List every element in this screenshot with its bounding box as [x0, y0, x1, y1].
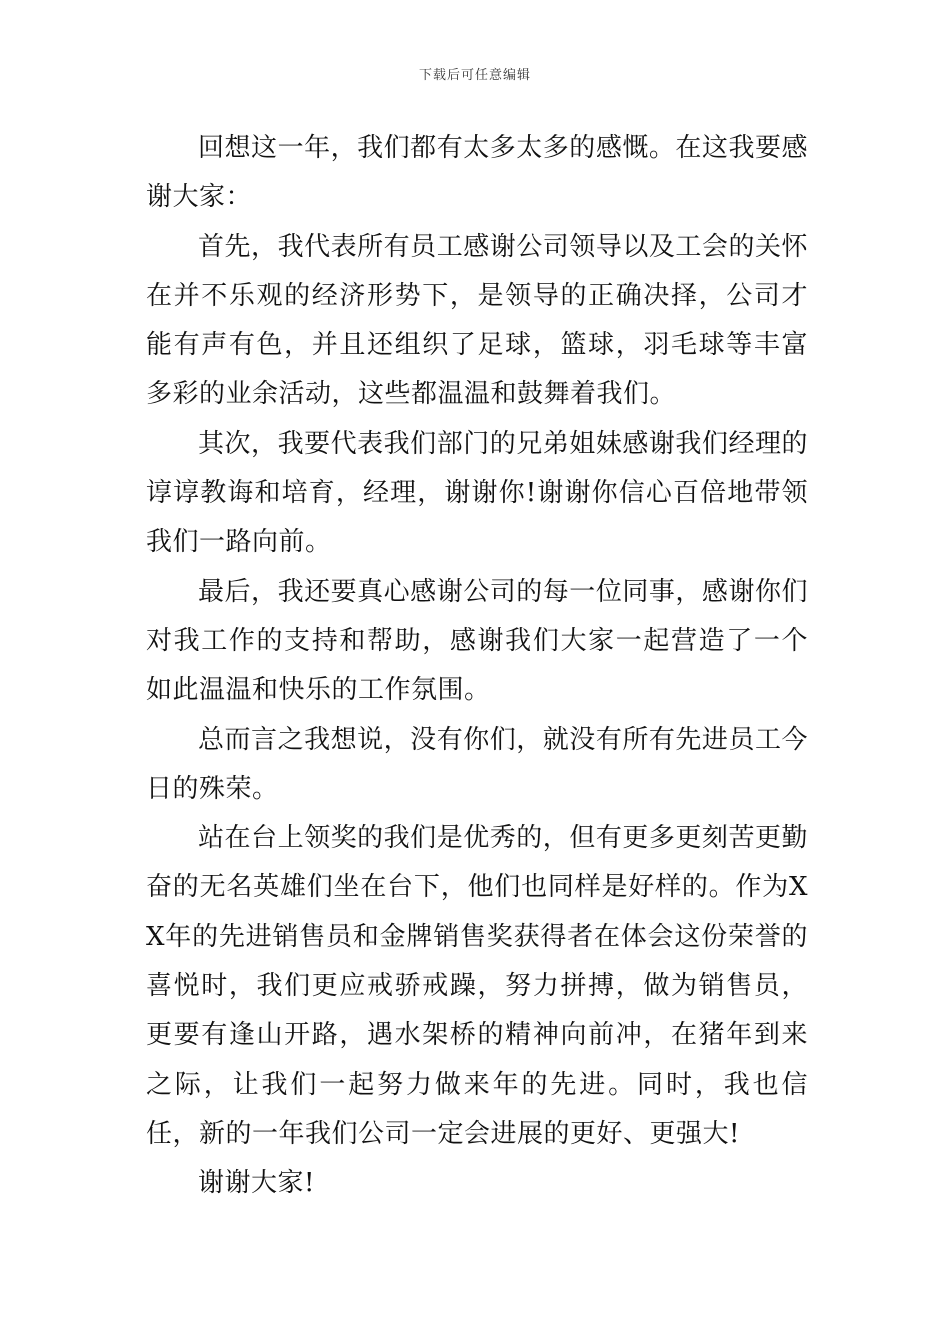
paragraph-1: 回想这一年，我们都有太多太多的感慨。在这我要感谢大家：: [146, 133, 808, 213]
document-body: [146, 124, 808, 1209]
paragraph-2: 首先，我代表所有员工感谢公司领导以及工会的关怀在并不乐观的经济形势下，是领导的正确决择，公司才能有声有色，并且还组织了足球，篮球，羽毛球等丰富多彩的业余活动，这些都温温和鼓舞着我们。: [146, 231, 808, 410]
paragraph-3: 其次，我要代表我们部门的兄弟姐妹感谢我们经理的谆谆教诲和培育，经理，谢谢你!谢谢你信心百倍地带领我们一路向前。: [146, 428, 808, 558]
page-header: 下载后可任意编辑: [418, 68, 531, 83]
paragraph-5: 总而言之我想说，没有你们，就没有所有先进员工今日的殊荣。: [146, 724, 808, 804]
paragraph-6: 站在台上领奖的我们是优秀的，但有更多更刻苦更勤奋的无名英雄们坐在台下，他们也同样是好样的。作为XX年的先进销售员和金牌销售奖获得者在体会这份荣誉的喜悦时，我们更应戒骄戒躁，努力拼搏，做为销售员，更要有逢山开路，遇水架桥的精神向前冲，在猪年到来之际，让我们一起努力做来年的先进。同时，我也信任，新的一年我们公司一定会进展的更好、更强大!: [146, 823, 808, 1149]
paragraph-4: 最后，我还要真心感谢公司的每一位同事，感谢你们对我工作的支持和帮助，感谢我们大家一起营造了一个如此温温和快乐的工作氛围。: [146, 576, 808, 706]
paragraph-7: 谢谢大家!: [198, 1168, 315, 1199]
